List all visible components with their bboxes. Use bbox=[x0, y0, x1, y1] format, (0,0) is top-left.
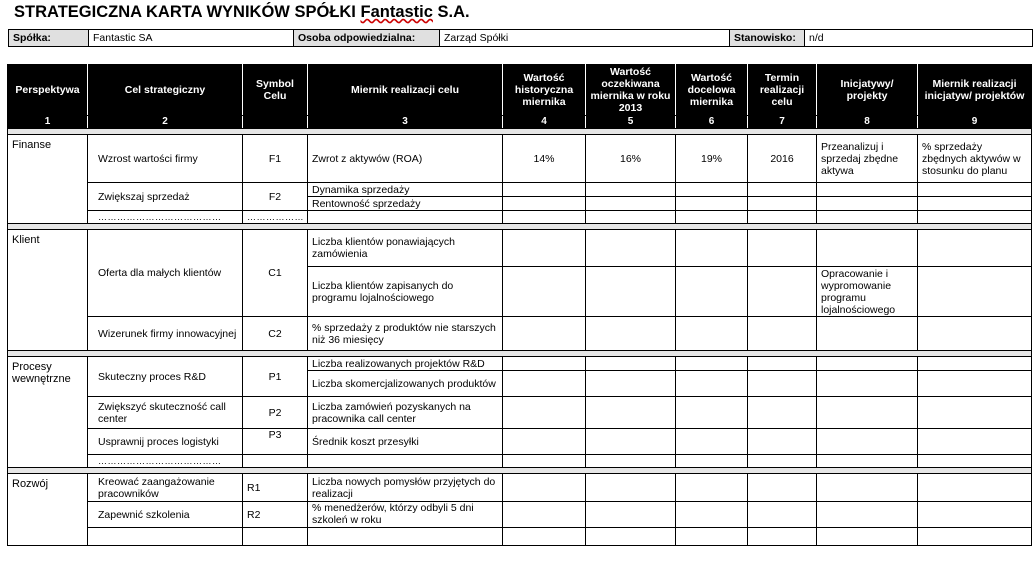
title-company-word: Fantastic bbox=[360, 3, 433, 21]
table-row bbox=[8, 397, 1032, 429]
perspective-finanse: Finanse bbox=[8, 135, 88, 224]
symbol-cell: F1 bbox=[243, 135, 308, 183]
title-suffix: S.A. bbox=[432, 3, 470, 21]
table-row bbox=[8, 183, 1032, 197]
measure-cell: Liczba nowych pomysłów przyjętych do realizacji bbox=[308, 474, 503, 502]
column-number-row bbox=[8, 116, 1032, 129]
measure-cell: % menedżerów, którzy odbyli 5 dni szkoleń w roku bbox=[308, 502, 503, 528]
column-number: 3 bbox=[308, 116, 503, 129]
goal-cell: Zwiększaj sprzedaż bbox=[88, 183, 243, 211]
header-initiatives: Inicjatywy/ projekty bbox=[817, 65, 918, 116]
initiative-measure-cell: % sprzedaży zbędnych aktywów w stosunku do planu bbox=[918, 135, 1032, 183]
measure-cell: Liczba zamówień pozyskanych na pracownika call center bbox=[308, 397, 503, 429]
info-table bbox=[8, 29, 1033, 47]
symbol-cell: C1 bbox=[243, 230, 308, 317]
perspective-rozwoj: Rozwój bbox=[8, 474, 88, 546]
historical-value-cell: 14% bbox=[503, 135, 586, 183]
symbol-cell: R1 bbox=[243, 474, 308, 502]
goal-cell: Usprawnij proces logistyki bbox=[88, 429, 243, 455]
placeholder-dots: ………………………………… bbox=[88, 211, 243, 224]
title-prefix: STRATEGICZNA KARTA WYNIKÓW SPÓŁKI bbox=[14, 3, 361, 21]
goal-cell: Zwiększyć skuteczność call center bbox=[88, 397, 243, 429]
perspective-procesy: Procesy wewnętrzne bbox=[8, 357, 88, 468]
header-measure: Miernik realizacji celu bbox=[308, 65, 503, 116]
column-number: 2 bbox=[88, 116, 243, 129]
goal-cell: Wzrost wartości firmy bbox=[88, 135, 243, 183]
column-number: 1 bbox=[8, 116, 88, 129]
column-number: 9 bbox=[918, 116, 1032, 129]
header-perspective: Perspektywa bbox=[8, 65, 88, 116]
table-row bbox=[8, 502, 1032, 528]
header-initiative-measure: Miernik realizacji inicjatyw/ projektów bbox=[918, 65, 1032, 116]
column-number: 7 bbox=[748, 116, 817, 129]
measure-cell: Liczba klientów zapisanych do programu lojalnościowego bbox=[308, 267, 503, 317]
placeholder-dots: ……………… bbox=[243, 211, 308, 224]
scorecard-table bbox=[7, 64, 1032, 546]
measure-cell: Średnik koszt przesyłki bbox=[308, 429, 503, 455]
symbol-cell: P1 bbox=[243, 357, 308, 397]
goal-cell: Kreować zaangażowanie pracowników bbox=[88, 474, 243, 502]
placeholder-dots: ………………………………… bbox=[88, 455, 243, 468]
header-row bbox=[8, 65, 1032, 116]
measure-cell: Liczba klientów ponawiających zamówienia bbox=[308, 230, 503, 267]
expected-value-cell: 16% bbox=[586, 135, 676, 183]
header-symbol: Symbol Celu bbox=[243, 65, 308, 116]
table-row bbox=[8, 429, 1032, 455]
column-number: 4 bbox=[503, 116, 586, 129]
goal-cell: Skuteczny proces R&D bbox=[88, 357, 243, 397]
column-number: 5 bbox=[586, 116, 676, 129]
person-label: Osoba odpowiedzialna: bbox=[294, 30, 440, 47]
header-expected: Wartość oczekiwana miernika w roku 2013 bbox=[586, 65, 676, 116]
measure-cell: Zwrot z aktywów (ROA) bbox=[308, 135, 503, 183]
symbol-cell: F2 bbox=[243, 183, 308, 211]
page-title bbox=[14, 3, 470, 22]
measure-cell: Liczba skomercjalizowanych produktów bbox=[308, 371, 503, 397]
table-row bbox=[8, 474, 1032, 502]
column-number bbox=[243, 116, 308, 129]
goal-cell: Zapewnić szkolenia bbox=[88, 502, 243, 528]
column-number: 6 bbox=[676, 116, 748, 129]
measure-cell: Liczba realizowanych projektów R&D bbox=[308, 357, 503, 371]
table-row bbox=[8, 230, 1032, 267]
company-label: Spółka: bbox=[9, 30, 89, 47]
symbol-cell: P3 bbox=[243, 429, 308, 455]
symbol-cell: R2 bbox=[243, 502, 308, 528]
person-value: Zarząd Spółki bbox=[440, 30, 730, 47]
company-value: Fantastic SA bbox=[89, 30, 294, 47]
perspective-klient: Klient bbox=[8, 230, 88, 351]
term-cell: 2016 bbox=[748, 135, 817, 183]
goal-cell: Oferta dla małych klientów bbox=[88, 230, 243, 317]
column-number: 8 bbox=[817, 116, 918, 129]
measure-cell: Dynamika sprzedaży bbox=[308, 183, 503, 197]
table-row bbox=[8, 528, 1032, 546]
initiative-cell: Opracowanie i wypromowanie programu lojalnościowego bbox=[817, 267, 918, 317]
header-target: Wartość docelowa miernika bbox=[676, 65, 748, 116]
table-row bbox=[8, 211, 1032, 224]
initiative-cell: Przeanalizuj i sprzedaj zbędne aktywa bbox=[817, 135, 918, 183]
goal-cell: Wizerunek firmy innowacyjnej bbox=[88, 317, 243, 351]
table-row bbox=[8, 135, 1032, 183]
position-value: n/d bbox=[805, 30, 1033, 47]
header-goal: Cel strategiczny bbox=[88, 65, 243, 116]
table-row bbox=[8, 357, 1032, 371]
position-label: Stanowisko: bbox=[730, 30, 805, 47]
measure-cell: % sprzedaży z produktów nie starszych niż 36 miesięcy bbox=[308, 317, 503, 351]
table-row bbox=[8, 317, 1032, 351]
target-value-cell: 19% bbox=[676, 135, 748, 183]
header-historical: Wartość historyczna miernika bbox=[503, 65, 586, 116]
symbol-cell: P2 bbox=[243, 397, 308, 429]
header-term: Termin realizacji celu bbox=[748, 65, 817, 116]
symbol-cell: C2 bbox=[243, 317, 308, 351]
table-row bbox=[8, 455, 1032, 468]
measure-cell: Rentowność sprzedaży bbox=[308, 197, 503, 211]
